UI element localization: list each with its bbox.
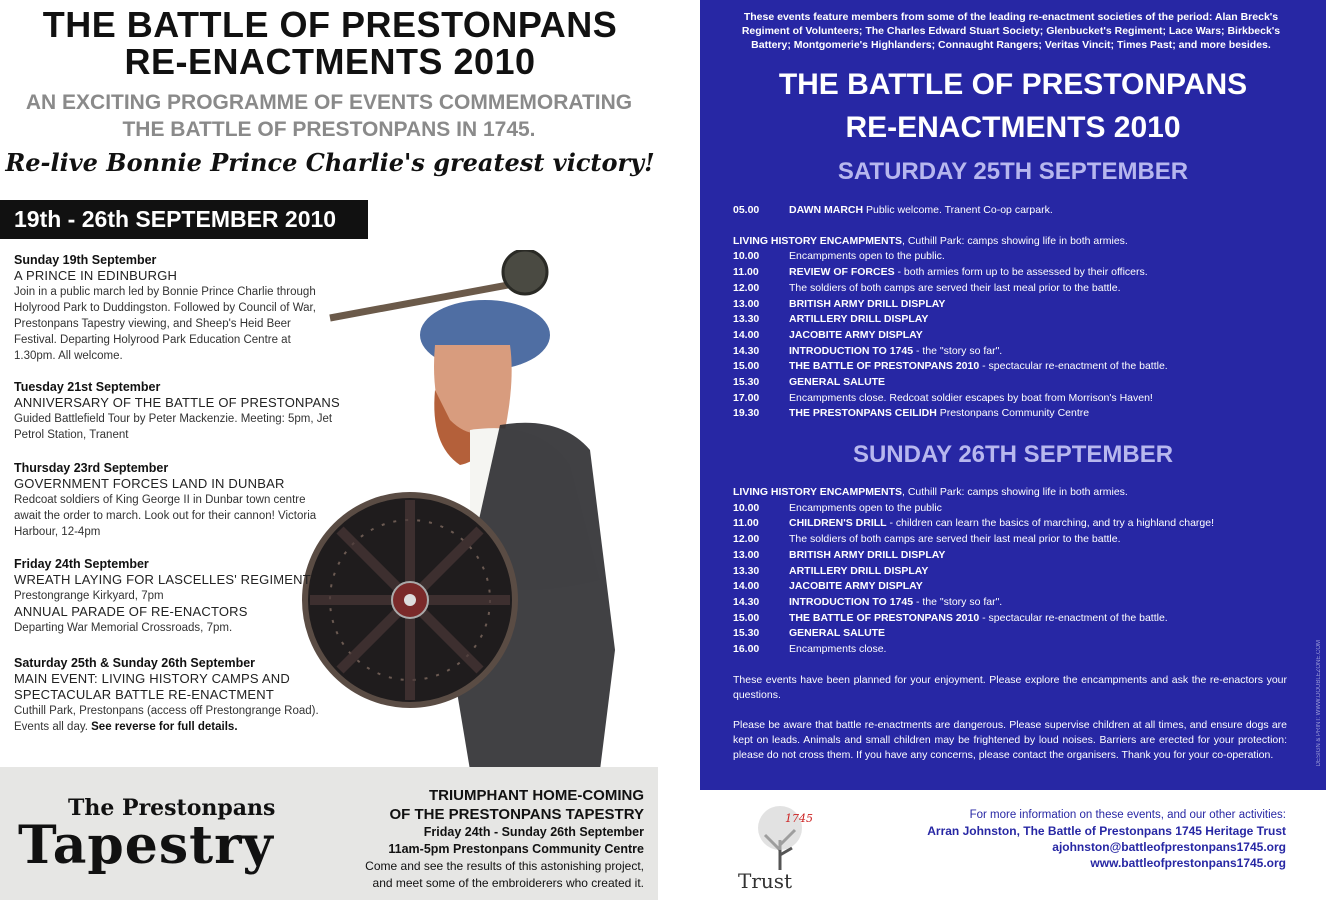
schedule-time: 19.30 xyxy=(733,407,760,420)
schedule-time: 14.00 xyxy=(733,580,760,593)
schedule-title: THE BATTLE OF PRESTONPANS 2010 xyxy=(789,360,980,373)
schedule-row xyxy=(733,501,1313,517)
front-subtitle-line2: THE BATTLE OF PRESTONPANS IN 1745. xyxy=(122,118,536,141)
camp-title: LIVING HISTORY ENCAMPMENTS xyxy=(733,486,902,498)
schedule-text: Encampments close. Redcoat soldier escapes by boat from Morrison's Haven! xyxy=(789,391,1153,404)
sunday-heading: SUNDAY 26TH SEPTEMBER xyxy=(852,441,1174,468)
event-day: Thursday 23rd September xyxy=(14,461,169,475)
schedule-time: 12.00 xyxy=(733,281,760,294)
highlander-photo xyxy=(300,250,630,770)
schedule-row xyxy=(733,265,1313,281)
schedule-time: 13.30 xyxy=(733,313,760,326)
tapestry-line1: TRIUMPHANT HOME-COMING xyxy=(429,787,644,804)
tapestry-line4: 11am-5pm Prestonpans Community Centre xyxy=(388,842,644,856)
schedule-text: Encampments open to the public. xyxy=(789,250,945,263)
schedule-title: THE BATTLE OF PRESTONPANS 2010 xyxy=(789,611,980,624)
schedule-title: THE PRESTONPANS CEILIDH xyxy=(789,407,937,420)
schedule-title: GENERAL SALUTE xyxy=(789,627,886,640)
contact-line1: For more information on these events, and our other activities: xyxy=(969,809,1286,821)
tapestry-line2: OF THE PRESTONPANS TAPESTRY xyxy=(389,806,644,823)
sword-hilt xyxy=(503,250,547,294)
event-desc: Join in a public march led by Bonnie Prince Charlie through Holyrood Park to Duddingston. Followed by Council of War, Prestonpans Tapestry viewing, and Sheep's Heid Beer Festival. Departing Holyrood Park Education Centre at 1.30pm. All welcome. xyxy=(14,286,316,362)
contact-email[interactable]: ajohnston@battleofprestonpans1745.org xyxy=(1052,840,1286,854)
schedule-row xyxy=(733,611,1313,627)
event-desc: Cuthill Park, Prestonpans (access off Prestongrange Road). Events all day. xyxy=(14,705,319,733)
schedule-row xyxy=(733,626,1313,642)
front-page xyxy=(0,0,658,900)
logo-year: 1745 xyxy=(785,812,813,825)
event-desc: Guided Battlefield Tour by Peter Mackenzie. Meeting: 5pm, Jet Petrol Station, Tranent xyxy=(14,413,333,441)
schedule-title: BRITISH ARMY DRILL DISPLAY xyxy=(789,297,946,310)
schedule-row xyxy=(733,642,1313,658)
tapestry-line3: Friday 24th - Sunday 26th September xyxy=(423,825,644,839)
event-heading: MAIN EVENT: LIVING HISTORY CAMPS AND xyxy=(14,671,290,686)
schedule-time: 12.00 xyxy=(733,533,760,546)
reverse-title-line1: THE BATTLE OF PRESTONPANS xyxy=(778,68,1248,101)
schedule-row xyxy=(733,579,1313,595)
front-tagline: Re-live Bonnie Prince Charlie's greatest victory! xyxy=(5,148,655,177)
schedule-text: The soldiers of both camps are served their last meal prior to the battle. xyxy=(789,281,1121,294)
schedule-time: 13.30 xyxy=(733,564,760,577)
schedule-time: 15.30 xyxy=(733,627,760,640)
camp-desc: , Cuthill Park: camps showing life in both armies. xyxy=(902,486,1128,498)
schedule-title: GENERAL SALUTE xyxy=(789,376,886,389)
schedule-text: - children can learn the basics of marching, and try a highland charge! xyxy=(886,517,1215,530)
schedule-text: - the "story so far". xyxy=(913,595,1003,608)
schedule-row xyxy=(733,281,1313,297)
event-day: Tuesday 21st September xyxy=(14,380,161,394)
front-subtitle-line1: AN EXCITING PROGRAMME OF EVENTS COMMEMORATING xyxy=(25,91,633,114)
event-weekend-25-26 xyxy=(14,655,344,735)
schedule-text: Public welcome. Tranent Co-op carpark. xyxy=(863,204,1053,216)
schedule-title: REVIEW OF FORCES xyxy=(789,266,895,279)
schedule-row xyxy=(733,375,1313,391)
event-heading: A PRINCE IN EDINBURGH xyxy=(14,268,178,283)
schedule-time: 16.00 xyxy=(733,643,760,656)
front-title-line2: RE-ENACTMENTS 2010 xyxy=(124,41,536,82)
schedule-title: ARTILLERY DRILL DISPLAY xyxy=(789,313,929,326)
saturday-rows xyxy=(733,249,1313,422)
tapestry-logo-big: Tapestry xyxy=(18,815,274,876)
tapestry-info xyxy=(304,786,644,892)
design-credit: DESIGN & PRINT: WWW.DOUBLEZONE.COM xyxy=(1316,640,1322,767)
schedule-time: 15.00 xyxy=(733,611,760,624)
contact-line2: Arran Johnston, The Battle of Prestonpans 1745 Heritage Trust xyxy=(927,824,1286,838)
schedule-title: JACOBITE ARMY DISPLAY xyxy=(789,580,923,593)
see-reverse-note: See reverse for full details. xyxy=(91,721,238,733)
sunday-rows xyxy=(733,501,1313,658)
schedule-row xyxy=(733,203,1313,219)
event-heading: GOVERNMENT FORCES LAND IN DUNBAR xyxy=(14,476,285,491)
schedule-time: 11.00 xyxy=(733,517,759,530)
schedule-time: 14.00 xyxy=(733,328,760,341)
schedule-title: INTRODUCTION TO 1745 xyxy=(789,344,914,357)
camp-line xyxy=(733,485,1313,501)
schedule-row xyxy=(733,516,1313,532)
schedule-title: INTRODUCTION TO 1745 xyxy=(789,595,914,608)
schedule-row xyxy=(733,312,1313,328)
schedule-text: The soldiers of both camps are served their last meal prior to the battle. xyxy=(789,533,1121,546)
event-day: Friday 24th September xyxy=(14,557,149,571)
event-day: Sunday 19th September xyxy=(14,253,157,267)
schedule-title: JACOBITE ARMY DISPLAY xyxy=(789,328,923,341)
event-desc: Redcoat soldiers of King George II in Dunbar town centre await the order to march. Look out for their cannon! Victoria Harbour, 12-4pm xyxy=(14,494,317,538)
schedule-text: - spectacular re-enactment of the battle. xyxy=(979,360,1168,373)
page-gap xyxy=(658,0,700,900)
event-desc-2: Departing War Memorial Crossroads, 7pm. xyxy=(14,622,233,634)
reverse-page xyxy=(700,0,1326,900)
front-title-line1: THE BATTLE OF PRESTONPANS xyxy=(42,4,618,45)
schedule-text: - spectacular re-enactment of the battle. xyxy=(979,611,1168,624)
event-heading-b: SPECTACULAR BATTLE RE-ENACTMENT xyxy=(14,687,274,702)
enjoyment-note: These events have been planned for your enjoyment. Please explore the encampments and ask the re-enactors your questions. xyxy=(733,674,1287,701)
contact-info xyxy=(927,807,1286,871)
sunday-schedule xyxy=(733,485,1313,658)
schedule-title: CHILDREN'S DRILL xyxy=(789,517,887,530)
event-heading: WREATH LAYING FOR LASCELLES' REGIMENT xyxy=(14,572,311,587)
contact-website[interactable]: www.battleofprestonpans1745.org xyxy=(1090,856,1286,870)
camp-title: LIVING HISTORY ENCAMPMENTS xyxy=(733,234,902,247)
event-day: Saturday 25th & Sunday 26th September xyxy=(14,656,256,670)
schedule-row xyxy=(733,249,1313,265)
event-thursday-23 xyxy=(14,460,324,540)
tapestry-line5: Come and see the results of this astonishing project, xyxy=(365,859,644,873)
camp-line xyxy=(733,234,1313,250)
schedule-time: 13.00 xyxy=(733,548,760,561)
logo-word: Trust xyxy=(738,869,793,893)
schedule-time: 13.00 xyxy=(733,297,760,310)
schedule-row xyxy=(733,548,1313,564)
saturday-heading: SATURDAY 25TH SEPTEMBER xyxy=(837,158,1189,185)
reverse-title-line2: RE-ENACTMENTS 2010 xyxy=(845,111,1181,144)
schedule-row xyxy=(733,406,1313,422)
schedule-title: ARTILLERY DRILL DISPLAY xyxy=(789,564,929,577)
schedule-row xyxy=(733,344,1313,360)
schedule-text: - both armies form up to be assessed by their officers. xyxy=(894,266,1148,279)
schedule-time: 05.00 xyxy=(733,204,760,216)
schedule-row xyxy=(733,391,1313,407)
schedule-text: - the "story so far". xyxy=(913,344,1003,357)
saturday-schedule xyxy=(733,203,1313,422)
heritage-trust-logo xyxy=(730,800,830,895)
event-tuesday-21 xyxy=(14,379,344,443)
schedule-row xyxy=(733,328,1313,344)
schedule-time: 10.00 xyxy=(733,501,760,514)
schedule-title: BRITISH ARMY DRILL DISPLAY xyxy=(789,548,946,561)
schedule-time: 15.00 xyxy=(733,360,760,373)
safety-note: Please be aware that battle re-enactments are dangerous. Please supervise children at all times, and ensure dogs are kept on leads. Animals and small children may be frightened by loud noises. Barriers are erected for your protection: please do not cross them. If you have any concerns, please contact the organisers. Thank you for your co-operation. xyxy=(733,719,1287,761)
schedule-title: DAWN MARCH xyxy=(789,204,864,216)
event-heading-2: ANNUAL PARADE OF RE-ENACTORS xyxy=(14,604,248,619)
schedule-time: 17.00 xyxy=(733,391,760,404)
schedule-time: 15.30 xyxy=(733,376,760,389)
event-heading: ANNIVERSARY OF THE BATTLE OF PRESTONPANS xyxy=(14,395,340,410)
societies-intro: These events feature members from some of the leading re-enactment societies of the period: Alan Breck's Regiment of Volunteers; The Charles Edward Stuart Society; Glenbucket's Regiment; Lace Wars; Birkbeck's Battery; Montgomerie's Highlanders; Connaught Rangers; Veritas Vincit; Times Past; and more besides. xyxy=(741,11,1281,51)
schedule-time: 14.30 xyxy=(733,595,760,608)
schedule-row xyxy=(733,297,1313,313)
event-sunday-19 xyxy=(14,252,332,364)
schedule-row xyxy=(733,532,1313,548)
tapestry-logo-small: The Prestonpans xyxy=(68,795,276,821)
schedule-time: 14.30 xyxy=(733,344,760,357)
schedule-time: 11.00 xyxy=(733,266,759,279)
schedule-row xyxy=(733,564,1313,580)
camp-desc: , Cuthill Park: camps showing life in both armies. xyxy=(902,234,1128,247)
schedule-row xyxy=(733,359,1313,375)
schedule-row xyxy=(733,595,1313,611)
schedule-time: 10.00 xyxy=(733,250,760,263)
tapestry-line6: and meet some of the embroiderers who created it. xyxy=(372,876,644,890)
event-desc: Prestongrange Kirkyard, 7pm xyxy=(14,590,164,602)
date-range-banner: 19th - 26th SEPTEMBER 2010 xyxy=(0,200,368,239)
event-friday-24 xyxy=(14,556,314,636)
schedule-text: Encampments close. xyxy=(789,643,887,656)
schedule-text: Prestonpans Community Centre xyxy=(936,407,1090,420)
schedule-text: Encampments open to the public xyxy=(789,501,942,514)
